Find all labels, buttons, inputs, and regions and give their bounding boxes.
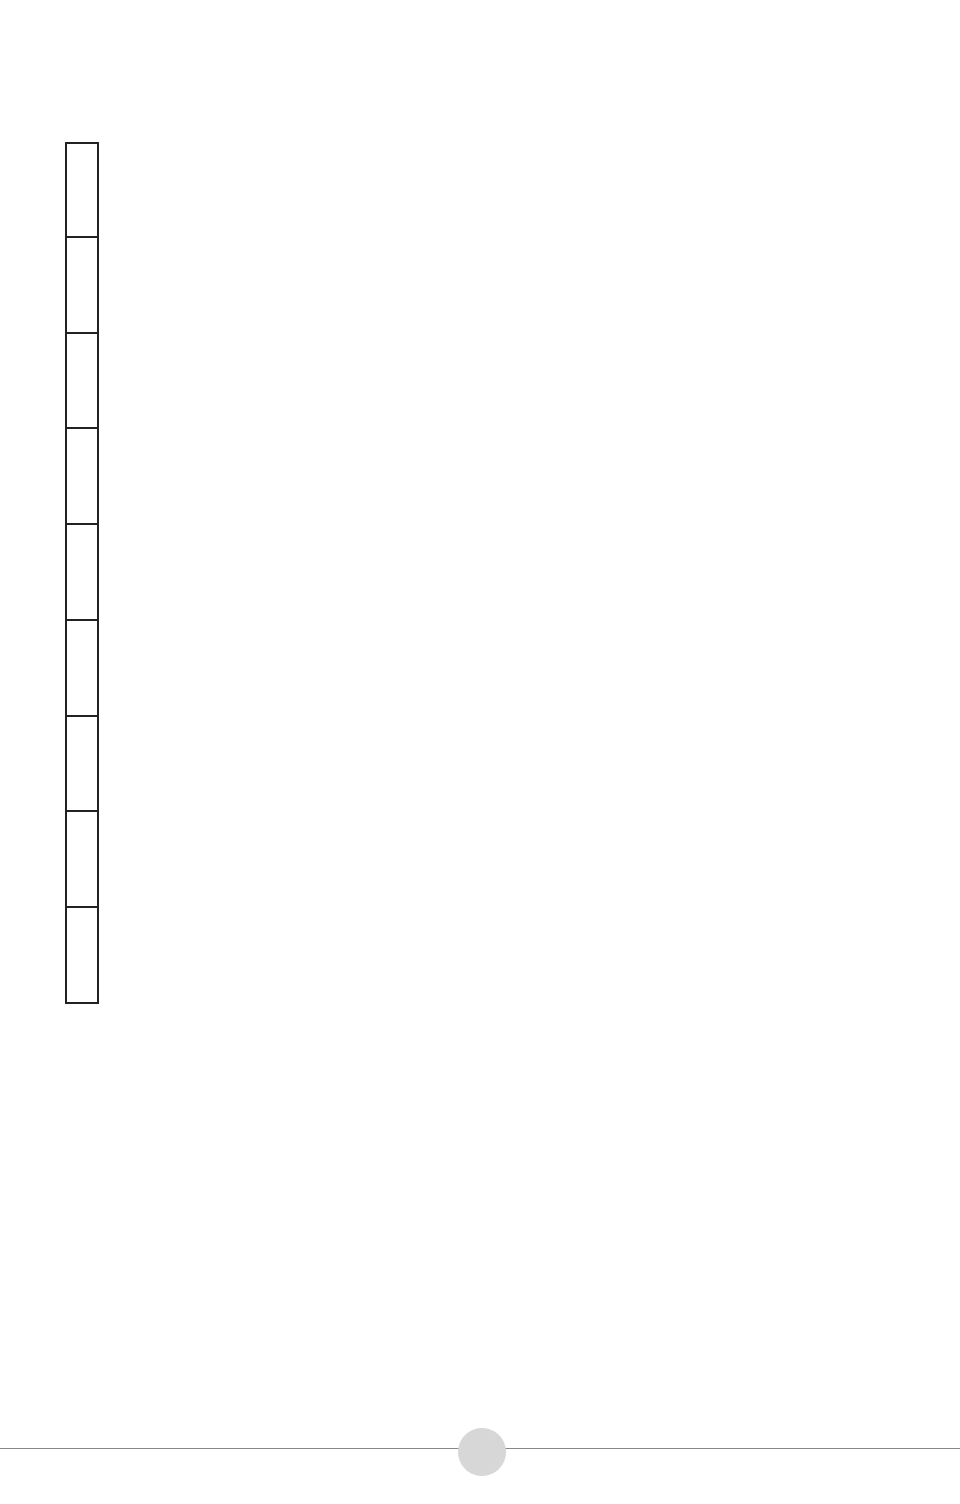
rotated-table (8, 92, 448, 1392)
page-number (458, 1428, 506, 1476)
score-header-cell (65, 429, 99, 525)
score-header-cell (65, 334, 99, 430)
score-header-cell (65, 142, 99, 238)
footer-divider-left (0, 1448, 460, 1449)
score-header-cell (65, 525, 99, 621)
score-header-cell (65, 812, 99, 908)
score-header-cell (65, 908, 99, 1004)
score-header-cell (65, 238, 99, 334)
score-header-cell (65, 621, 99, 717)
score-header-cell (65, 717, 99, 813)
footer-divider-right (505, 1448, 960, 1449)
